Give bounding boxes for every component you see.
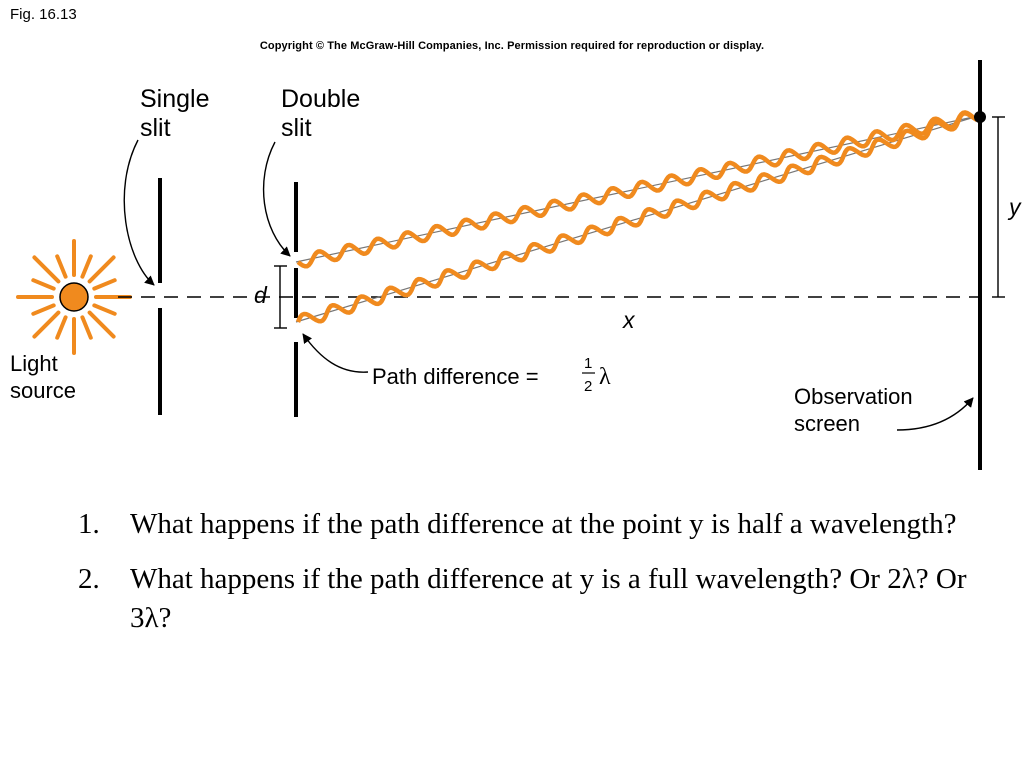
- copyright-notice: Copyright © The McGraw-Hill Companies, Inc. Permission required for reproduction or display.: [259, 40, 765, 52]
- path-difference-pointer-arrow: [303, 334, 368, 372]
- d-label: d: [254, 282, 267, 308]
- question-text: What happens if the path difference at the point y is half a wavelength?: [130, 508, 957, 540]
- list-item: [78, 560, 998, 638]
- light-ray: [57, 256, 65, 276]
- wave-upper: [298, 112, 977, 266]
- single-slit-label-line-2: slit: [140, 114, 171, 142]
- x-label: x: [623, 307, 635, 333]
- question-text: What happens if the path difference at y is a full wavelength? Or 2λ? Or 3λ?: [130, 563, 967, 634]
- double-slit-label-line-2: slit: [281, 114, 312, 142]
- observation-screen-label-line-1: Observation: [794, 384, 913, 409]
- lambda-symbol: λ: [599, 364, 611, 390]
- fraction-numerator: 1: [584, 355, 593, 372]
- fraction-denominator: 2: [584, 378, 593, 395]
- single-slit-label-line-1: Single: [140, 85, 210, 113]
- double-slit-label: [281, 85, 360, 143]
- figure-number: Fig. 16.13: [10, 6, 77, 23]
- path-difference-label: [372, 355, 611, 395]
- light-ray: [94, 305, 114, 313]
- light-ray: [82, 317, 90, 337]
- single-slit-pointer-arrow: [124, 140, 154, 285]
- question-number: 2.: [78, 563, 100, 595]
- light-source-core: [60, 283, 88, 311]
- point-y-marker: [974, 111, 986, 123]
- light-ray: [33, 305, 53, 313]
- light-ray: [90, 313, 114, 337]
- light-ray: [57, 317, 65, 337]
- question-number: 1.: [78, 508, 100, 540]
- list-item: [78, 505, 998, 544]
- path-difference-text: Path difference =: [372, 364, 539, 389]
- y-bracket: [992, 117, 1005, 297]
- light-ray: [90, 257, 114, 281]
- light-ray: [34, 313, 58, 337]
- double-slit-label-line-1: Double: [281, 85, 361, 113]
- light-source-label-line-1: Light: [10, 351, 58, 376]
- observation-screen-label-line-2: screen: [794, 411, 861, 436]
- observation-screen-label: [794, 383, 913, 437]
- double-slit-pointer-arrow: [264, 142, 290, 256]
- question-list: [78, 505, 998, 654]
- light-ray: [94, 280, 114, 288]
- light-source-label-line-2: source: [10, 378, 77, 403]
- wave-lower: [298, 113, 977, 322]
- single-slit-label: [140, 85, 210, 143]
- light-source-icon: [18, 241, 130, 353]
- light-ray: [33, 280, 53, 288]
- light-source-label: [10, 350, 76, 404]
- light-ray: [82, 256, 90, 276]
- light-ray: [34, 257, 58, 281]
- y-label: y: [1009, 194, 1021, 220]
